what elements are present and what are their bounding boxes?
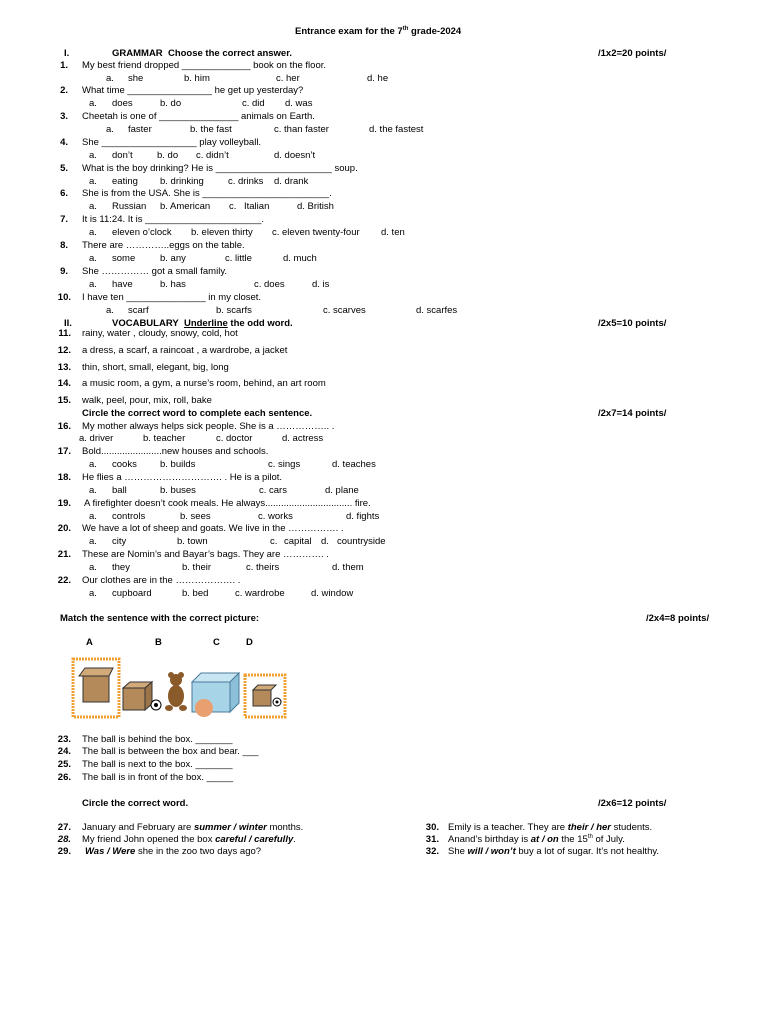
question-text: These are Nomin’s and Bayar’s bags. They are …………. . — [82, 549, 329, 560]
option[interactable]: cupboard — [112, 588, 152, 599]
option[interactable]: don’t — [112, 150, 133, 161]
question-text: The ball is next to the box. _______ — [82, 759, 233, 770]
option[interactable]: b. the fast — [190, 124, 232, 135]
option[interactable]: d. British — [297, 201, 334, 212]
option-label[interactable]: a. — [89, 227, 97, 238]
option-label[interactable]: a. — [106, 73, 114, 84]
option-label[interactable]: a. — [89, 588, 97, 599]
option-label[interactable]: a. — [106, 305, 114, 316]
question-number: 4. — [60, 137, 68, 148]
option[interactable]: eating — [112, 176, 138, 187]
question-number: 21. — [57, 549, 71, 560]
question-number: 6. — [60, 188, 68, 199]
option[interactable]: c. cars — [259, 485, 287, 496]
option[interactable]: d. was — [285, 98, 313, 109]
option[interactable]: Italian — [244, 201, 270, 212]
section-1-roman: I. — [64, 48, 70, 59]
option-label[interactable]: a. — [89, 485, 97, 496]
option[interactable]: they — [112, 562, 130, 573]
option[interactable]: c. theirs — [246, 562, 280, 573]
answer-blank[interactable]: ___ — [242, 746, 259, 757]
question-text: We have a lot of sheep and goats. We live in the ……………. . — [82, 523, 344, 534]
option-label[interactable]: c. — [270, 536, 278, 547]
option[interactable]: d. ten — [381, 227, 405, 238]
option[interactable]: b. scarfs — [216, 305, 252, 316]
question-text: She will / won’t buy a lot of sugar. It’s not healthy. — [448, 846, 660, 857]
option[interactable]: b. drinking — [160, 176, 204, 187]
option[interactable]: d. he — [367, 73, 389, 84]
option[interactable]: b. has — [160, 279, 186, 290]
question-number: 31. — [425, 834, 439, 845]
question-text[interactable]: thin, short, small, elegant, big, long — [82, 362, 229, 373]
matching-pictures — [70, 656, 290, 722]
option[interactable]: c. sings — [268, 459, 301, 470]
option-label[interactable]: a. — [89, 98, 97, 109]
picture-b-box-ball-bear — [123, 672, 187, 711]
question-number: 14. — [57, 378, 71, 389]
question-text: Was / Were she in the zoo two days ago? — [85, 846, 262, 857]
option[interactable]: controls — [112, 511, 146, 522]
option-label[interactable]: a. — [89, 176, 97, 187]
option[interactable]: c. doctor — [216, 433, 253, 444]
option[interactable]: b. teacher — [143, 433, 186, 444]
choice-pair[interactable]: Was / Were — [85, 846, 136, 857]
option-label[interactable]: a. — [89, 253, 97, 264]
option[interactable]: b. American — [160, 201, 211, 212]
option[interactable]: b. sees — [180, 511, 211, 522]
question-text: My mother always helps sick people. She is a …………….. . — [82, 421, 335, 432]
option[interactable]: countryside — [337, 536, 386, 547]
choice-pair[interactable]: at / on — [530, 834, 559, 846]
option-label[interactable]: a. — [89, 536, 97, 547]
section-3-heading: Circle the correct word to complete each sentence. — [82, 408, 313, 419]
option[interactable]: scarf — [128, 305, 149, 316]
question-number: 27. — [57, 822, 71, 833]
question-text: There are …………..eggs on the table. — [82, 240, 245, 251]
option[interactable]: c. works — [258, 511, 293, 522]
option[interactable]: c. scarves — [323, 305, 366, 316]
question-text: It is 11:24. It is ______________________. — [82, 214, 265, 225]
option[interactable]: d. scarfes — [416, 305, 458, 316]
section-5-heading: Circle the correct word. — [82, 798, 189, 809]
option[interactable]: Russian — [112, 201, 147, 212]
question-text: I have ten _______________ in my closet. — [82, 292, 262, 303]
option[interactable]: c. wardrobe — [235, 588, 285, 599]
question-text: Anand’s birthday is at / on the 15th of July. — [448, 834, 625, 846]
question-number: 28. — [57, 834, 71, 845]
option[interactable]: city — [112, 536, 127, 547]
option-label[interactable]: a. — [106, 124, 114, 135]
option[interactable]: d. doesn’t — [274, 150, 316, 161]
option[interactable]: c. eleven twenty-four — [272, 227, 360, 238]
option-label[interactable]: a. — [89, 150, 97, 161]
question-number: 30. — [425, 822, 439, 833]
answer-blank[interactable]: _______ — [195, 734, 233, 745]
option-label[interactable]: c. — [229, 201, 237, 212]
option[interactable]: c. than faster — [274, 124, 329, 135]
question-number: 8. — [60, 240, 68, 251]
question-number: 2. — [60, 85, 68, 96]
question-number: 16. — [57, 421, 71, 432]
question-number: 22. — [57, 575, 71, 586]
picture-letter-a: A — [86, 637, 93, 648]
option[interactable]: d. drank — [274, 176, 309, 187]
question-text: He flies a …………………………. . He is a pilot. — [82, 472, 283, 483]
option-label[interactable]: a. — [89, 459, 97, 470]
option[interactable]: d. teaches — [332, 459, 376, 470]
option-label[interactable]: a. — [89, 201, 97, 212]
option[interactable]: b. builds — [160, 459, 196, 470]
option[interactable]: b. do — [157, 150, 179, 161]
option[interactable]: c. little — [225, 253, 252, 264]
question-text: The ball is between the box and bear. ___ — [82, 746, 259, 757]
option[interactable]: b. eleven thirty — [191, 227, 253, 238]
question-number: 3. — [60, 111, 68, 122]
answer-blank[interactable]: _______ — [195, 759, 233, 770]
option[interactable]: d. them — [332, 562, 364, 573]
section-1-points: /1x2=20 points/ — [598, 48, 667, 59]
option[interactable]: d. actress — [282, 433, 324, 444]
question-text[interactable]: walk, peel, pour, mix, roll, bake — [82, 395, 212, 406]
picture-letter-b: B — [155, 637, 162, 648]
option-label[interactable]: a. — [89, 279, 97, 290]
question-text: A firefighter doesn’t cook meals. He always................................. fire. — [84, 498, 371, 509]
picture-d-box-next-to-ball — [245, 675, 285, 717]
option[interactable]: b. their — [182, 562, 212, 573]
option[interactable]: a. driver — [79, 433, 114, 444]
section-3-points: /2x7=14 points/ — [598, 408, 667, 419]
option[interactable]: d. the fastest — [369, 124, 424, 135]
picture-letter-c: C — [213, 637, 220, 648]
question-text: Bold.......................new houses and schools. — [82, 446, 269, 457]
question-number: 26. — [57, 772, 71, 783]
question-text: Cheetah is one of _______________ animals on Earth. — [82, 111, 315, 122]
question-number: 7. — [60, 214, 68, 225]
option[interactable]: d. window — [311, 588, 354, 599]
question-text[interactable]: a music room, a gym, a nurse’s room, behind, an art room — [82, 378, 326, 389]
option[interactable]: b. any — [160, 253, 186, 264]
question-number: 25. — [57, 759, 71, 770]
option[interactable]: does — [112, 98, 133, 109]
question-number: 32. — [425, 846, 439, 857]
question-number: 10. — [57, 292, 71, 303]
question-text[interactable]: rainy, water , cloudy, snowy, cold, hot — [82, 328, 238, 339]
question-number: 18. — [57, 472, 71, 483]
question-number: 12. — [57, 345, 71, 356]
question-number: 15. — [57, 395, 71, 406]
question-number: 13. — [57, 362, 71, 373]
option[interactable]: d. is — [312, 279, 330, 290]
question-text[interactable]: a dress, a scarf, a raincoat , a wardrobe, a jacket — [82, 345, 288, 356]
option[interactable]: c. her — [276, 73, 300, 84]
option[interactable]: some — [112, 253, 136, 264]
option[interactable]: b. buses — [160, 485, 196, 496]
option[interactable]: eleven o’clock — [112, 227, 172, 238]
question-number: 23. — [57, 734, 71, 745]
question-text: My friend John opened the box careful / carefully. — [82, 834, 296, 845]
question-text: Our clothes are in the ………………. . — [82, 575, 241, 586]
choice-pair[interactable]: will / won’t — [467, 846, 516, 857]
question-number: 29. — [57, 846, 71, 857]
question-text: The ball is in front of the box. _____ — [82, 772, 234, 783]
question-text: She __________________ play volleyball. — [82, 137, 262, 148]
option[interactable]: c. didn’t — [196, 150, 229, 161]
choice-pair[interactable]: summer / winter — [193, 822, 267, 833]
option[interactable]: d. much — [283, 253, 317, 264]
question-text: January and February are summer / winter months. — [82, 822, 304, 833]
exam-title: Entrance exam for the 7th grade-2024 — [295, 26, 462, 38]
section-2-heading: VOCABULARY Underline the odd word. — [112, 318, 293, 329]
picture-c-glass-box-ball — [192, 673, 239, 717]
option-label[interactable]: d. — [321, 536, 329, 547]
question-number: 17. — [57, 446, 71, 457]
question-number: 1. — [60, 60, 68, 71]
option[interactable]: have — [112, 279, 133, 290]
option-label[interactable]: a. — [89, 562, 97, 573]
choice-pair[interactable]: their / her — [567, 822, 611, 833]
option[interactable]: b. bed — [182, 588, 209, 599]
picture-a-box-with-hidden-ball — [73, 659, 119, 717]
question-text: What is the boy drinking? He is ______________________ soup. — [82, 163, 358, 174]
question-number: 5. — [60, 163, 68, 174]
picture-letter-d: D — [246, 637, 253, 648]
option[interactable]: c. drinks — [228, 176, 264, 187]
section-5-points: /2x6=12 points/ — [598, 798, 667, 809]
option[interactable]: cooks — [112, 459, 137, 470]
section-4-heading: Match the sentence with the correct picture: — [60, 613, 260, 624]
question-text: Emily is a teacher. They are their / her students. — [448, 822, 653, 833]
option[interactable]: faster — [128, 124, 152, 135]
option[interactable]: d. plane — [325, 485, 359, 496]
option[interactable]: capital — [284, 536, 312, 547]
option[interactable]: b. do — [160, 98, 182, 109]
question-text: She …………… got a small family. — [82, 266, 228, 277]
question-number: 20. — [57, 523, 71, 534]
option[interactable]: b. town — [177, 536, 208, 547]
option[interactable]: d. fights — [346, 511, 380, 522]
question-text: What time ________________ he get up yesterday? — [82, 85, 304, 96]
section-2-points: /2x5=10 points/ — [598, 318, 667, 329]
section-4-points: /2x4=8 points/ — [646, 613, 710, 624]
question-text: My best friend dropped _____________ book on the floor. — [82, 60, 327, 71]
question-text: She is from the USA. She is ________________________. — [82, 188, 332, 199]
question-number: 11. — [58, 328, 71, 339]
section-1-heading: GRAMMAR Choose the correct answer. — [112, 48, 293, 59]
option[interactable]: ball — [112, 485, 127, 496]
question-number: 9. — [60, 266, 68, 277]
option[interactable]: c. does — [254, 279, 285, 290]
option[interactable]: b. him — [184, 73, 210, 84]
section-2-roman: II. — [64, 318, 72, 329]
answer-blank[interactable]: _____ — [206, 772, 234, 783]
option-label[interactable]: a. — [89, 511, 97, 522]
question-number: 24. — [57, 746, 71, 757]
option[interactable]: c. did — [242, 98, 265, 109]
question-number: 19. — [57, 498, 71, 509]
choice-pair[interactable]: careful / carefully — [215, 834, 294, 845]
option[interactable]: she — [128, 73, 144, 84]
question-text: The ball is behind the box. _______ — [82, 734, 233, 745]
